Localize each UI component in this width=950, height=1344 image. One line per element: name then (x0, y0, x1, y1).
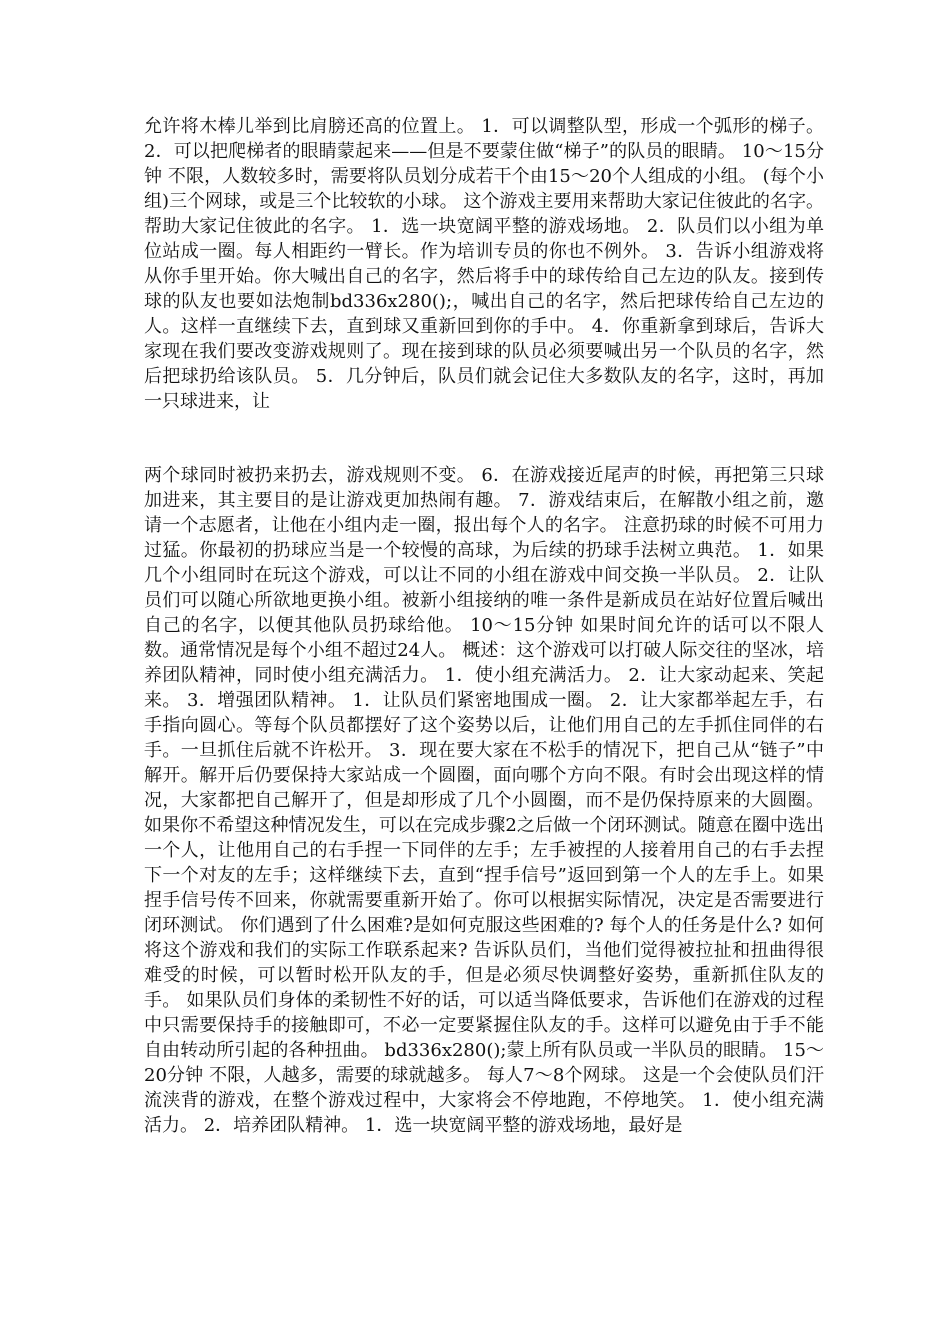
body-paragraph-1: 允许将木棒儿举到比肩膀还高的位置上。 1．可以调整队型，形成一个弧形的梯子。 2．可以把爬梯者的眼睛蒙起来——但是不要蒙住做“梯子”的队员的眼睛。 10～15分钟 不限，人数较多时，需要将队员划分成若干个由15～20个人组成的小组。 (每个小组)三个网球，或是三个比较软的小球。 这个游戏主要用来帮助大家记住彼此的名字。 帮助大家记住彼此的名字。 1．选一块宽阔平整的游戏场地。 2．队员们以小组为单位站成一圈。每人相距约一臂长。作为培训专员的你也不例外。 3．告诉小组游戏将从你手里开始。你大喊出自己的名字，然后将手中的球传给自己左边的队友。接到传球的队友也要如法炮制bd336x280();，喊出自己的名字，然后把球传给自己左边的人。这样一直继续下去，直到球又重新回到你的手中。 4．你重新拿到球后，告诉大家现在我们要改变游戏规则了。现在接到球的队员必须要喊出另一个队员的名字，然后把球扔给该队员。 5．几分钟后，队员们就会记住大多数队友的名字，这时，再加一只球进来，让 (144, 116, 824, 412)
body-paragraph-2: 两个球同时被扔来扔去，游戏规则不变。 6．在游戏接近尾声的时候，再把第三只球加进来，其主要目的是让游戏更加热闹有趣。 7．游戏结束后，在解散小组之前，邀请一个志愿者，让他在小组内走一圈，报出每个人的名字。 注意扔球的时候不可用力过猛。你最初的扔球应当是一个较慢的高球，为后续的扔球手法树立典范。 1．如果几个小组同时在玩这个游戏，可以让不同的小组在游戏中间交换一半队员。 2．让队员们可以随心所欲地更换小组。被新小组接纳的唯一条件是新成员在站好位置后喊出自己的名字，以便其他队员扔球给他。 10～15分钟 如果时间允许的话可以不限人数。通常情况是每个小组不超过24人。 概述：这个游戏可以打破人际交往的坚冰，培养团队精神，同时使小组充满活力。 1．使小组充满活力。 2．让大家动起来、笑起来。 3．增强团队精神。 1．让队员们紧密地围成一圈。 2．让大家都举起左手，右手指向圆心。等每个队员都摆好了这个姿势以后，让他们用自己的左手抓住同伴的右手。一旦抓住后就不许松开。 3．现在要大家在不松手的情况下，把自己从“链子”中解开。解开后仍要保持大家站成一个圆圈，面向哪个方向不限。有时会出现这样的情况，大家都把自己解开了，但是却形成了几个小圆圈，而不是仍保持原来的大圆圈。如果你不希望这种情况发生，可以在完成步骤2之后做一个闭环测试。随意在圈中选出一个人，让他用自己的右手捏一下同伴的左手；左手被捏的人接着用自己的右手去捏下一个对友的左手；这样继续下去，直到“捏手信号”返回到第一个人的左手上。如果捏手信号传不回来，你就需要重新开始了。你可以根据实际情况，决定是否需要进行闭环测试。 你们遇到了什么困难?是如何克服这些困难的? 每个人的任务是什么? 如何将这个游戏和我们的实际工作联系起来? 告诉队员们，当他们觉得被拉扯和扭曲得很难受的时候，可以暂时松开队友的手，但是必须尽快调整好姿势，重新抓住队友的手。 如果队员们身体的柔韧性不好的话，可以适当降低要求，告诉他们在游戏的过程中只需要保持手的接触即可，不必一定要紧握住队友的手。这样可以避免由于手不能自由转动所引起的各种扭曲。 bd336x280();蒙上所有队员或一半队员的眼睛。 15～20分钟 不限，人越多，需要的球就越多。 每人7～8个网球。 这是一个会使队员们汗流浃背的游戏，在整个游戏过程中，大家将会不停地跑，不停地笑。 1．使小组充满活力。 2．培养团队精神。 1．选一块宽阔平整的游戏场地，最好是 (144, 465, 824, 1136)
